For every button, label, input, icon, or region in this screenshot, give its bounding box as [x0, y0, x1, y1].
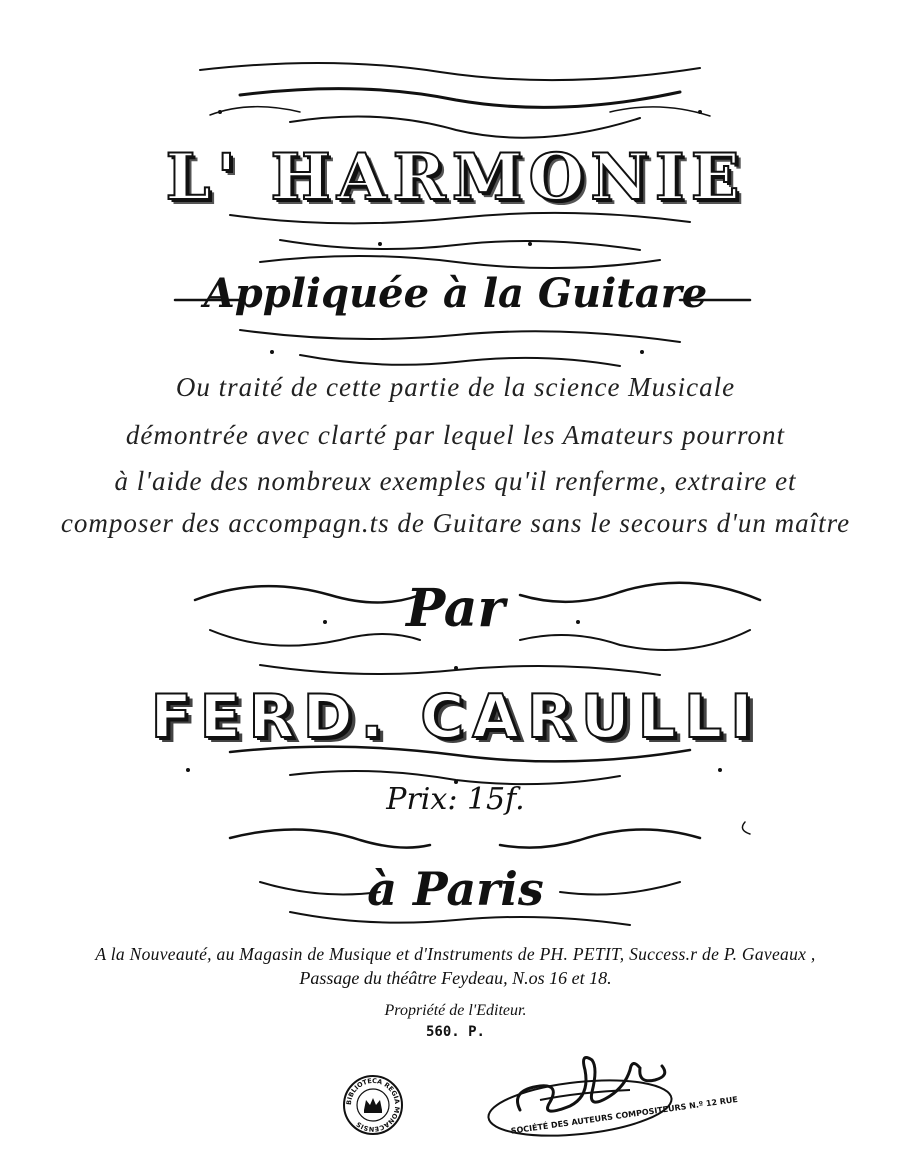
description-line: à l'aide des nombreux exemples qu'il renferme, extraire et — [114, 466, 797, 496]
publisher-line: A la Nouveauté, au Magasin de Musique et d'Instruments de PH. PETIT, Success.r de P. Gaveaux , — [95, 944, 816, 964]
price: Prix: 15f. — [386, 782, 525, 817]
description-line: démontrée avec clarté par lequel les Amateurs pourront — [125, 420, 786, 450]
page-title: L' HARMONIE — [165, 140, 746, 215]
description-line: composer des accompagn.ts de Guitare sans le secours d'un maître — [60, 508, 851, 538]
property-note: Propriété de l'Editeur. — [384, 1002, 527, 1019]
svg-text:BIBLIOTECA REGIA MONACENSIS: BIBLIOTECA REGIA MONACENSIS — [344, 1076, 402, 1134]
library-stamp-icon — [342, 1074, 404, 1136]
composer-name: FERD. CARULLI — [150, 682, 761, 752]
description-line: Ou traité de cette partie de la science Musicale — [175, 372, 736, 402]
plate-number: 560. P. — [425, 1024, 485, 1040]
publisher-signature-icon — [480, 1040, 739, 1140]
city: à Paris — [367, 862, 544, 916]
publisher-address: Passage du théâtre Feydeau, N.os 16 et 18. — [299, 968, 612, 988]
svg-text:SOCIÉTÉ DES AUTEURS COMPOSITEU: SOCIÉTÉ DES AUTEURS COMPOSITEURS N.º 12 RUE — [510, 1094, 739, 1136]
subtitle: Appliquée à la Guitare — [203, 270, 708, 317]
by-label: Par — [406, 578, 505, 639]
